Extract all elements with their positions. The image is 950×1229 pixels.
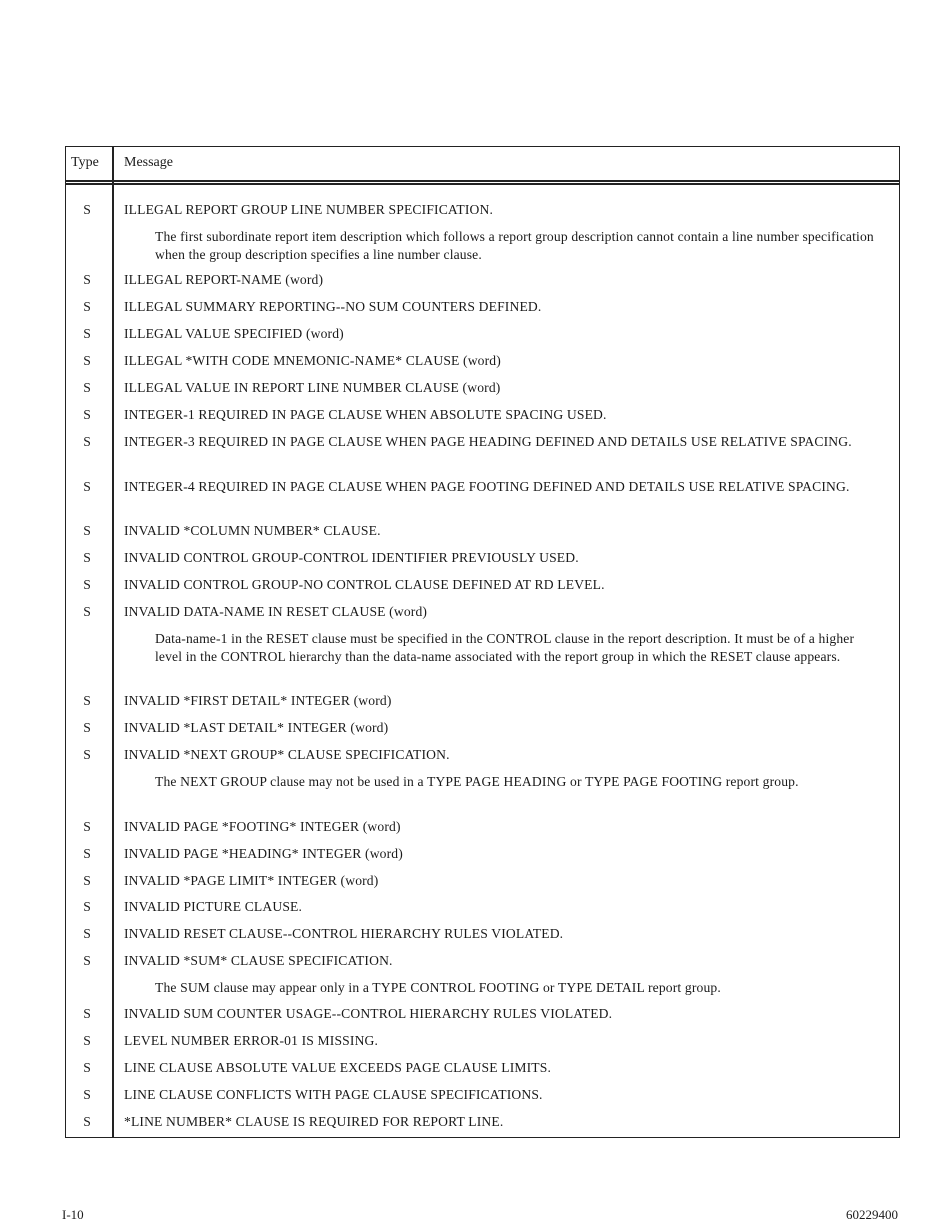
row-type: S	[83, 353, 91, 368]
row-type: S	[83, 299, 91, 314]
row-message: ILLEGAL VALUE SPECIFIED (word)	[124, 326, 344, 341]
row-message: INVALID RESET CLAUSE--CONTROL HIERARCHY RULES VIOLATED.	[124, 926, 564, 941]
row-message: INVALID *LAST DETAIL* INTEGER (word)	[124, 720, 389, 735]
row-explanation: The SUM clause may appear only in a TYPE CONTROL FOOTING or TYPE DETAIL report group.	[155, 980, 721, 995]
row-explanation: The first subordinate report item description which follows a report group description cannot contain a line number specification when the group description specifies a line number clause.	[155, 229, 874, 262]
row-type: S	[83, 693, 91, 708]
row-type: S	[83, 819, 91, 834]
header-rule-top	[65, 180, 900, 182]
row-message: INTEGER-4 REQUIRED IN PAGE CLAUSE WHEN PAGE FOOTING DEFINED AND DETAILS USE RELATIVE SPACING.	[124, 479, 850, 494]
row-message: INVALID PAGE *FOOTING* INTEGER (word)	[124, 819, 401, 834]
row-message: INVALID DATA-NAME IN RESET CLAUSE (word)	[124, 604, 428, 619]
row-explanation: Data-name-1 in the RESET clause must be specified in the CONTROL clause in the report description. It must be of a higher level in the CONTROL hierarchy than the data-name associated with the report group in which the RESET clause appears.	[155, 631, 855, 664]
row-message: INTEGER-1 REQUIRED IN PAGE CLAUSE WHEN ABSOLUTE SPACING USED.	[124, 407, 607, 422]
row-explanation: The NEXT GROUP clause may not be used in a TYPE PAGE HEADING or TYPE PAGE FOOTING report group.	[155, 774, 799, 789]
row-message: INVALID PAGE *HEADING* INTEGER (word)	[124, 846, 403, 861]
header-rule-bottom	[65, 183, 900, 185]
row-message: ILLEGAL REPORT-NAME (word)	[124, 272, 324, 287]
row-type: S	[83, 1114, 91, 1129]
row-type: S	[83, 523, 91, 538]
row-type: S	[83, 873, 91, 888]
row-type: S	[83, 202, 91, 217]
row-message: LINE CLAUSE CONFLICTS WITH PAGE CLAUSE SPECIFICATIONS.	[124, 1087, 543, 1102]
row-type: S	[83, 479, 91, 494]
row-message: ILLEGAL *WITH CODE MNEMONIC-NAME* CLAUSE (word)	[124, 353, 501, 368]
row-message: INVALID PICTURE CLAUSE.	[124, 899, 303, 914]
row-type: S	[83, 1087, 91, 1102]
row-message: *LINE NUMBER* CLAUSE IS REQUIRED FOR REPORT LINE.	[124, 1114, 504, 1129]
row-message: INVALID SUM COUNTER USAGE--CONTROL HIERARCHY RULES VIOLATED.	[124, 1006, 613, 1021]
row-message: INVALID *FIRST DETAIL* INTEGER (word)	[124, 693, 392, 708]
row-message: INVALID CONTROL GROUP-NO CONTROL CLAUSE DEFINED AT RD LEVEL.	[124, 577, 605, 592]
row-type: S	[83, 1060, 91, 1075]
row-type: S	[83, 1006, 91, 1021]
page-number: I-10	[62, 1207, 84, 1222]
row-type: S	[83, 326, 91, 341]
row-type: S	[83, 577, 91, 592]
row-type: S	[83, 272, 91, 287]
row-message: ILLEGAL SUMMARY REPORTING--NO SUM COUNTERS DEFINED.	[124, 299, 542, 314]
document-number: 60229400	[846, 1207, 898, 1222]
row-message: ILLEGAL VALUE IN REPORT LINE NUMBER CLAUSE (word)	[124, 380, 501, 395]
row-message: INVALID *NEXT GROUP* CLAUSE SPECIFICATION.	[124, 747, 450, 762]
row-message: INTEGER-3 REQUIRED IN PAGE CLAUSE WHEN PAGE HEADING DEFINED AND DETAILS USE RELATIVE SPACING.	[124, 434, 852, 449]
column-header-message: Message	[124, 155, 173, 170]
row-type: S	[83, 434, 91, 449]
column-header-type: Type	[71, 155, 99, 170]
row-message: INVALID *COLUMN NUMBER* CLAUSE.	[124, 523, 381, 538]
row-type: S	[83, 846, 91, 861]
row-type: S	[83, 407, 91, 422]
row-message: INVALID *PAGE LIMIT* INTEGER (word)	[124, 873, 379, 888]
row-message: LEVEL NUMBER ERROR-01 IS MISSING.	[124, 1033, 379, 1048]
row-message: LINE CLAUSE ABSOLUTE VALUE EXCEEDS PAGE CLAUSE LIMITS.	[124, 1060, 552, 1075]
row-type: S	[83, 899, 91, 914]
column-divider	[112, 146, 114, 1138]
row-type: S	[83, 604, 91, 619]
row-message: INVALID *SUM* CLAUSE SPECIFICATION.	[124, 953, 393, 968]
row-message: INVALID CONTROL GROUP-CONTROL IDENTIFIER PREVIOUSLY USED.	[124, 550, 579, 565]
row-type: S	[83, 1033, 91, 1048]
row-type: S	[83, 380, 91, 395]
row-message: ILLEGAL REPORT GROUP LINE NUMBER SPECIFICATION.	[124, 202, 493, 217]
row-type: S	[83, 720, 91, 735]
row-type: S	[83, 926, 91, 941]
row-type: S	[83, 953, 91, 968]
row-type: S	[83, 550, 91, 565]
row-type: S	[83, 747, 91, 762]
